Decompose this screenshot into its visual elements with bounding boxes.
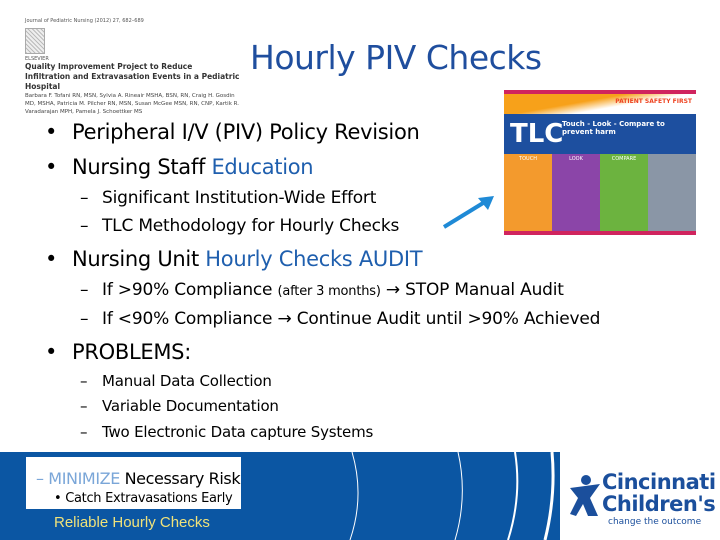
article-title: Quality Improvement Project to Reduce Infiltration and Extravasation Events in a Pediatric Hospital: [25, 62, 240, 91]
child-figure-icon: [568, 474, 602, 518]
poster-col-compare: COMPARE: [600, 154, 648, 231]
bullet-audit: • Nursing Unit Hourly Checks AUDIT: [45, 247, 422, 271]
sub-bullet: – Two Electronic Data capture Systems: [80, 423, 373, 441]
poster-banner: PATIENT SAFETY FIRST: [615, 98, 692, 105]
minimize-risk-box: – MINIMIZE Necessary Risk • Catch Extravasations Early: [26, 457, 241, 509]
bullet-problems: • PROBLEMS:: [45, 340, 191, 364]
journal-article-thumbnail: [25, 18, 240, 115]
sub-bullet: – Manual Data Collection: [80, 372, 272, 390]
sub-bullet: – Significant Institution-Wide Effort: [80, 188, 376, 208]
poster-subtitle: Touch - Look - Compare to prevent harm: [562, 120, 665, 136]
tlc-poster-image: [504, 90, 696, 235]
bullet-education: • Nursing Staff Education: [45, 155, 313, 179]
cincinnati-childrens-logo: Cincinnati Children's change the outcome: [568, 470, 713, 530]
arrow-icon: [440, 192, 500, 232]
slide-title: Hourly PIV Checks: [250, 38, 542, 77]
bullet-policy: • Peripheral I/V (PIV) Policy Revision: [45, 120, 420, 144]
elsevier-logo: [25, 28, 45, 54]
catch-label: Catch Extravasations Early: [65, 491, 233, 506]
sub-bullet: – TLC Methodology for Hourly Checks: [80, 216, 399, 236]
poster-col-touch: TOUCH: [504, 154, 552, 231]
minimize-label: MINIMIZE: [48, 469, 120, 488]
sub-bullet: – If >90% Compliance (after 3 months) → STOP Manual Audit: [80, 280, 564, 300]
article-authors: Barbara F. Tofani RN, MSN, Sylvia A. Rineair MSHA, BSN, RN, Craig H. Gosdin MD, MSHA, Patricia M. Pilcher RN, MSN, Susan McGee MSN, RN, CNP, Kartik R. Varadarajan MPH, Pamela J. Schoettker MS: [25, 93, 240, 115]
poster-col-look: LOOK: [552, 154, 600, 231]
sub-bullet: – If <90% Compliance → Continue Audit until >90% Achieved: [80, 309, 600, 329]
journal-citation: Journal of Pediatric Nursing (2012) 27, 682–689: [25, 18, 144, 24]
risk-label: Necessary Risk: [119, 469, 241, 488]
sub-bullet: – Variable Documentation: [80, 397, 279, 415]
reliable-checks-label: Reliable Hourly Checks: [54, 514, 210, 531]
publisher: ELSEVIER: [25, 56, 49, 62]
poster-tlc: TLC: [510, 119, 564, 149]
